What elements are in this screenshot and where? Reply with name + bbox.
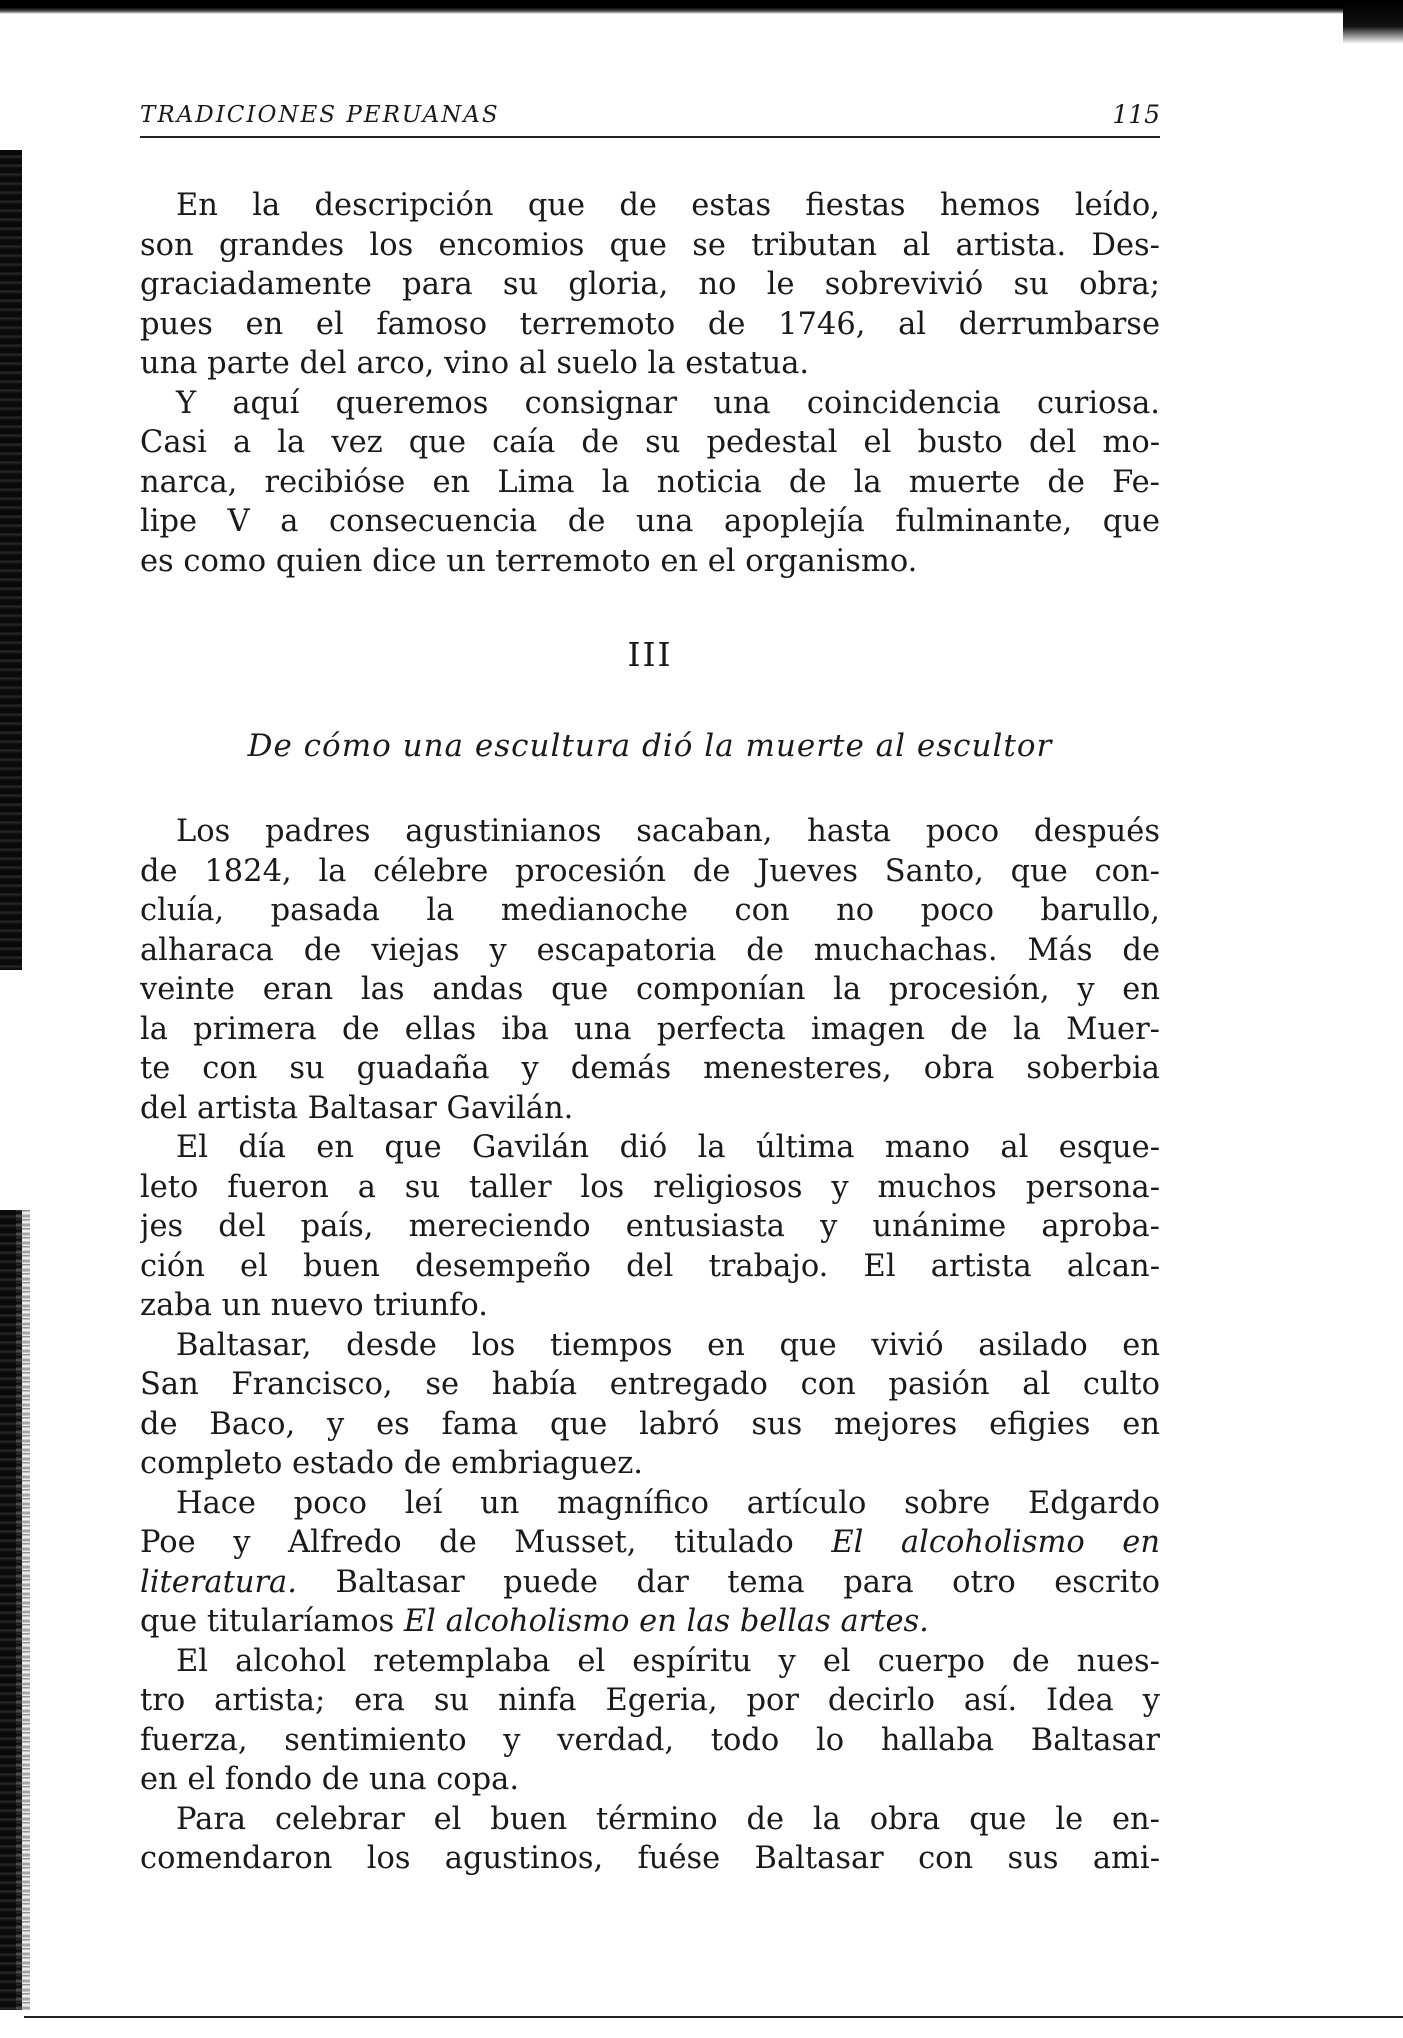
paragraph-block-1	[140, 186, 1160, 581]
text-line-mixed	[140, 1563, 1160, 1603]
text-line: Baltasar, desde los tiempos en que vivió asilado en	[176, 1327, 1160, 1363]
text-line: En la descripción que de estas fiestas hemos leído,	[176, 188, 1160, 223]
text-line: zaba un nuevo triunfo.	[140, 1288, 488, 1323]
text-run: que titularíamos	[140, 1604, 404, 1639]
chapter-title: De cómo una escultura dió la muerte al escultor	[247, 728, 1053, 764]
text-line: la primera de ellas iba una perfecta imagen de la Muer-	[140, 1011, 1160, 1047]
text-line: graciadamente para su gloria, no le sobrevivió su obra;	[140, 267, 1160, 302]
scan-binding-shadow-lower	[0, 1210, 22, 2010]
scan-top-edge	[0, 0, 1403, 14]
chapter-number: III	[627, 635, 673, 674]
text-line: es como quien dice un terremoto en el organismo.	[140, 543, 918, 579]
text-line: narca, recibióse en Lima la noticia de la muerte de Fe-	[140, 464, 1160, 500]
text-line: comendaron los agustinos, fuése Baltasar con sus ami-	[140, 1841, 1160, 1876]
text-line: Y aquí queremos consignar una coincidencia curiosa.	[176, 385, 1160, 421]
text-run-italic: literatura.	[140, 1564, 297, 1600]
text-line: alharaca de viejas y escapatoria de muchachas. Más de	[140, 932, 1160, 968]
text-line-mixed	[140, 1602, 1160, 1642]
text-line: Casi a la vez que caía de su pedestal el busto del mo-	[140, 425, 1160, 460]
text-line: una parte del arco, vino al suelo la estatua.	[140, 346, 810, 381]
text-line-mixed	[140, 1523, 1160, 1563]
text-line: lipe V a consecuencia de una apoplejía fulminante, que	[140, 504, 1160, 539]
text-run-italic: El alcoholismo en	[831, 1525, 1160, 1560]
text-line: Los padres agustinianos sacaban, hasta poco después	[176, 814, 1160, 849]
text-line: El día en que Gavilán dió la última mano al esque-	[176, 1130, 1160, 1165]
text-line: Hace poco leí un magnífico artículo sobre Edgardo	[176, 1485, 1160, 1521]
scan-bottom-edge	[24, 2016, 1403, 2018]
text-line: pues en el famoso terremoto de 1746, al derrumbarse	[140, 306, 1160, 342]
paragraph-block-2	[140, 812, 1160, 1879]
running-head-title: TRADICIONES PERUANAS	[140, 102, 500, 128]
text-line: completo estado de embriaguez.	[140, 1446, 643, 1481]
text-run-italic: El alcoholismo en las bellas artes.	[403, 1604, 929, 1639]
text-run: Poe y Alfredo de Musset, titulado	[140, 1525, 832, 1560]
running-head	[140, 100, 1160, 138]
text-line: ción el buen desempeño del trabajo. El artista alcan-	[140, 1248, 1160, 1284]
text-line: de 1824, la célebre procesión de Jueves Santo, que con-	[140, 853, 1160, 889]
text-line: Para celebrar el buen término de la obra que le en-	[176, 1801, 1160, 1837]
text-line: son grandes los encomios que se tributan al artista. Des-	[140, 227, 1160, 263]
text-line: en el fondo de una copa.	[140, 1762, 520, 1797]
text-line: jes del país, mereciendo entusiasta y unánime aproba-	[140, 1209, 1160, 1244]
text-run: Baltasar puede dar tema para otro escrito	[296, 1564, 1160, 1600]
text-line: El alcohol retemplaba el espíritu y el cuerpo de nues-	[176, 1643, 1160, 1679]
text-line: veinte eran las andas que componían la procesión, y en	[140, 972, 1160, 1007]
text-line: San Francisco, se había entregado con pasión al culto	[140, 1367, 1160, 1402]
text-line: tro artista; era su ninfa Egeria, por decirlo así. Idea y	[140, 1683, 1160, 1718]
text-line: leto fueron a su taller los religiosos y muchos persona-	[140, 1169, 1160, 1205]
text-line: fuerza, sentimiento y verdad, todo lo hallaba Baltasar	[140, 1722, 1160, 1758]
text-line: cluía, pasada la medianoche con no poco barullo,	[140, 893, 1160, 928]
page-number: 115	[1112, 100, 1160, 129]
text-line: te con su guadaña y demás menesteres, obra soberbia	[140, 1051, 1160, 1086]
text-line: del artista Baltasar Gavilán.	[140, 1090, 574, 1126]
scan-binding-shadow-upper	[0, 150, 22, 970]
text-line: de Baco, y es fama que labró sus mejores efigies en	[140, 1406, 1160, 1442]
